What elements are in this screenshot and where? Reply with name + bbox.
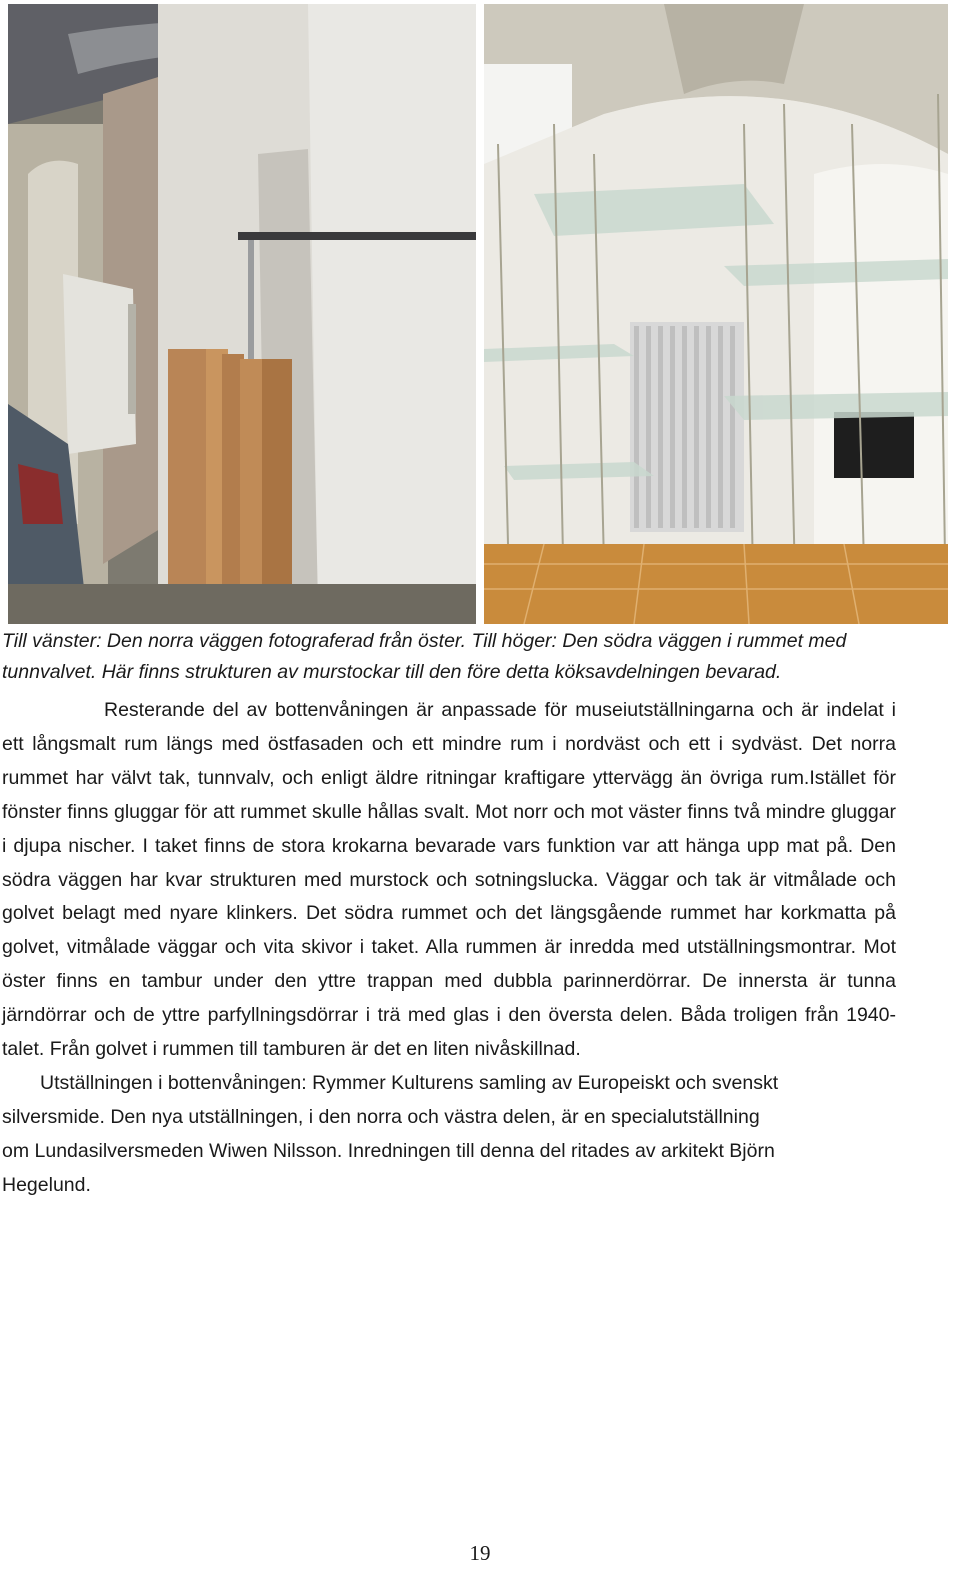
paragraph-2-line-2: silversmide. Den nya utställningen, i den norra och västra delen, är en specialutställning <box>2 1105 760 1128</box>
photo-north-wall-image <box>8 4 476 624</box>
caption-line-2: tunnvalvet. Här finns strukturen av murstockar till den före detta köksavdelningen bevarad. <box>2 661 782 683</box>
paragraph-2-line-4: Hegelund. <box>2 1173 91 1196</box>
photo-caption <box>2 626 922 688</box>
caption-line-1: Till vänster: Den norra väggen fotograferad från öster. Till höger: Den södra väggen i rummet med <box>2 630 847 652</box>
photo-south-wall <box>484 4 948 624</box>
paragraph-2-line-3: om Lundasilversmeden Wiwen Nilsson. Inredningen till denna del ritades av arkitekt Björn <box>2 1139 775 1162</box>
paragraph-2-line-1: Utställningen i bottenvåningen: Rymmer Kulturens samling av Europeiskt och svenskt <box>40 1071 779 1094</box>
photo-south-wall-image <box>484 4 948 624</box>
paragraph-2 <box>2 1067 892 1203</box>
body-text <box>2 694 896 1203</box>
photo-north-wall <box>8 4 476 624</box>
paragraph-1: Resterande del av bottenvåningen är anpassade för museiutställningarna och är indelat i ett långsmalt rum längs med östfasaden och ett mindre rum i nordväst och ett i sydväst. Det norra rummet har välvt tak, tunnvalv, och enligt äldre ritningar kraftigare yttervägg än övriga rum.Istället för fönster finns gluggar för att rummet skulle hållas svalt. Mot norr och mot väster finns två mindre gluggar i djupa nischer. I taket finns de stora krokarna bevarade vars funktion var att hänga upp mat på. Den södra väggen har kvar strukturen med murstock och sotningslucka. Väggar och tak är vitmålade och golvet belagt med nyare klinkers. Det södra rummet och det längsgående rummet har korkmatta på golvet, vitmålade väggar och vita skivor i taket. Alla rummen är inredda med utställningsmontrar. Mot öster finns en tambur under den yttre trappan med dubbla parinnerdörrar. De innersta är tunna järndörrar och de yttre parfyllningsdörrar i trä med glas i den översta delen. Båda troligen från 1940-talet. Från golvet i rummen till tamburen är det en liten nivåskillnad. <box>2 699 896 1061</box>
page-number: 19 <box>469 1541 491 1565</box>
